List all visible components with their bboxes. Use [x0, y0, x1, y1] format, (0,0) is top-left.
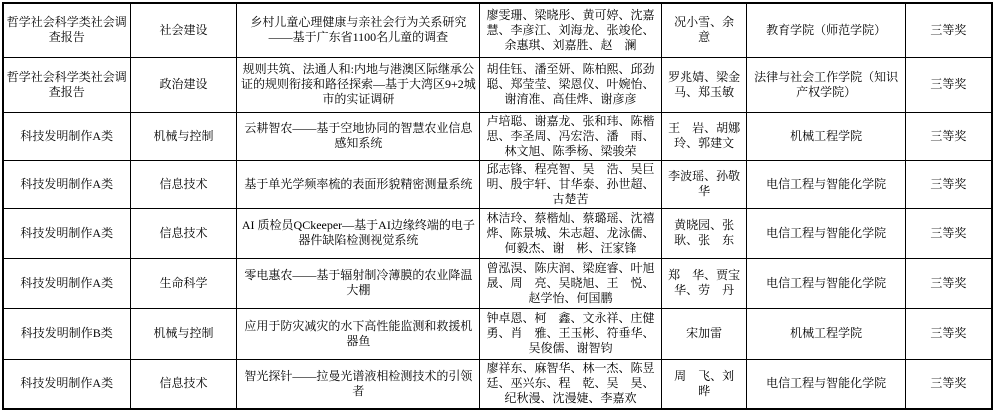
table-row [3, 308, 992, 359]
table-row [3, 57, 992, 112]
cell-project-title: 基于单光学频率梳的表面形貌精密测量系统 [237, 160, 480, 208]
cell-award-level: 三等奖 [905, 208, 992, 258]
cell-entry-category: 科技发明制作B类 [3, 308, 130, 359]
cell-team-members: 林洁玲、蔡楷灿、蔡璐瑶、沈禧烨、陈景城、朱志超、龙泳儒、何毅杰、谢 彬、汪家锋 [480, 208, 661, 258]
cell-team-members: 邱志锋、程亮智、吴 浩、吴巨明、殷宇轩、甘华泰、孙世超、古楚苦 [480, 160, 661, 208]
cell-advisors: 况小雪、余 意 [661, 3, 747, 57]
cell-team-members: 卢培聪、谢嘉龙、张和玮、陈楷思、李圣周、冯宏浩、潘 雨、林文旭、陈季杨、梁骏荣 [480, 112, 661, 160]
cell-award-level: 三等奖 [905, 359, 992, 409]
cell-entry-category: 科技发明制作A类 [3, 258, 130, 308]
cell-advisors: 罗兆婧、梁金马、郑玉敏 [661, 57, 747, 112]
cell-advisors: 黄晓园、张 耿、张 东 [661, 208, 747, 258]
cell-advisors: 李波瑶、孙敬华 [661, 160, 747, 208]
cell-college: 电信工程与智能化学院 [747, 208, 905, 258]
cell-project-title: 乡村儿童心理健康与亲社会行为关系研究——基于广东省1100名儿童的调查 [237, 3, 480, 57]
cell-topic-group: 政治建设 [130, 57, 237, 112]
cell-college: 法律与社会工作学院（知识产权学院） [747, 57, 905, 112]
table-row [3, 3, 992, 57]
table-row [3, 359, 992, 409]
cell-project-title: 智光探针——拉曼光谱液相检测技术的引领者 [237, 359, 480, 409]
cell-entry-category: 科技发明制作A类 [3, 160, 130, 208]
cell-topic-group: 机械与控制 [130, 112, 237, 160]
cell-college: 机械工程学院 [747, 112, 905, 160]
cell-team-members: 廖雯珊、梁晓彤、黄可婷、沈嘉慧、李彦江、刘海龙、张竣伦、余惠琪、刘嘉胜、赵 澜 [480, 3, 661, 57]
cell-advisors: 周 飞、刘 晔 [661, 359, 747, 409]
cell-advisors: 宋加雷 [661, 308, 747, 359]
cell-award-level: 三等奖 [905, 57, 992, 112]
cell-college: 电信工程与智能化学院 [747, 359, 905, 409]
cell-topic-group: 信息技术 [130, 359, 237, 409]
cell-award-level: 三等奖 [905, 258, 992, 308]
cell-advisors: 王 岩、胡娜玲、郭建文 [661, 112, 747, 160]
cell-topic-group: 机械与控制 [130, 308, 237, 359]
cell-project-title: 应用于防灾减灾的水下高性能监测和救援机器鱼 [237, 308, 480, 359]
cell-team-members: 曾泓淏、陈庆润、梁庭睿、叶旭晟、周 亮、吴晓旭、王 悦、赵学怡、何国鹏 [480, 258, 661, 308]
table-row [3, 208, 992, 258]
table-row [3, 160, 992, 208]
cell-college: 教育学院（师范学院） [747, 3, 905, 57]
cell-college: 机械工程学院 [747, 308, 905, 359]
cell-topic-group: 社会建设 [130, 3, 237, 57]
cell-team-members: 钟卓恩、柯 鑫、文永祥、庄健勇、肖 雅、王玉彬、符垂华、吴俊儒、谢智钧 [480, 308, 661, 359]
cell-project-title: 规则共筑、法通人和:内地与港澳区际继承公证的规则衔接和路径探索—基于大湾区9+2城市的实证调研 [237, 57, 480, 112]
cell-advisors: 郑 华、贾宝华、劳 丹 [661, 258, 747, 308]
cell-project-title: AI 质检员QCkeeper—基于AI边缘终端的电子器件缺陷检测视觉系统 [237, 208, 480, 258]
cell-award-level: 三等奖 [905, 3, 992, 57]
cell-topic-group: 信息技术 [130, 208, 237, 258]
cell-team-members: 廖祥东、麻智华、林一杰、陈昱廷、巫兴东、程 乾、吴 昊、纪秋漫、沈漫婕、李嘉欢 [480, 359, 661, 409]
cell-entry-category: 科技发明制作A类 [3, 359, 130, 409]
cell-award-level: 三等奖 [905, 308, 992, 359]
cell-project-title: 零电惠农——基于辐射制冷薄膜的农业降温大棚 [237, 258, 480, 308]
cell-entry-category: 科技发明制作A类 [3, 208, 130, 258]
table-row [3, 112, 992, 160]
cell-award-level: 三等奖 [905, 112, 992, 160]
cell-award-level: 三等奖 [905, 160, 992, 208]
cell-college: 电信工程与智能化学院 [747, 160, 905, 208]
table-row [3, 258, 992, 308]
awards-table [2, 2, 993, 410]
cell-entry-category: 哲学社会科学类社会调查报告 [3, 57, 130, 112]
cell-topic-group: 生命科学 [130, 258, 237, 308]
cell-college: 电信工程与智能化学院 [747, 258, 905, 308]
cell-entry-category: 科技发明制作A类 [3, 112, 130, 160]
cell-team-members: 胡佳钰、潘至妍、陈柏熙、邱劲聪、郑莹莹、梁恩仪、叶婉怡、谢淯准、高佳烨、谢彦彦 [480, 57, 661, 112]
cell-project-title: 云耕智农——基于空地协同的智慧农业信息感知系统 [237, 112, 480, 160]
cell-entry-category: 哲学社会科学类社会调查报告 [3, 3, 130, 57]
cell-topic-group: 信息技术 [130, 160, 237, 208]
